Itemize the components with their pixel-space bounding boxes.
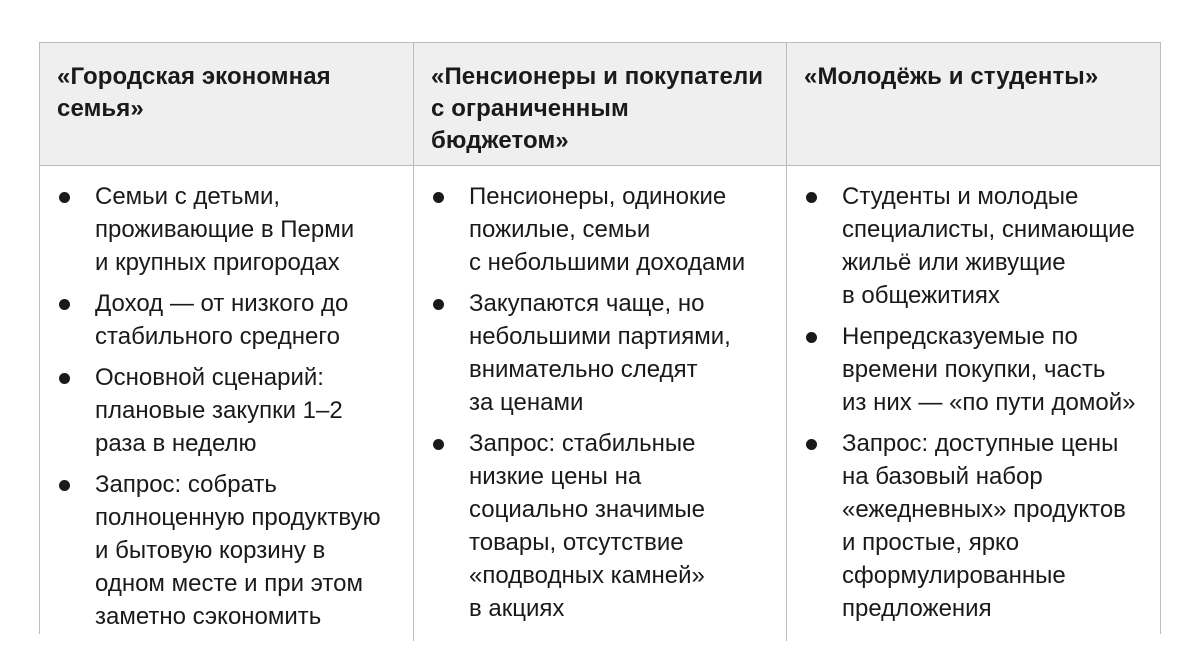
bullet-icon	[59, 299, 70, 310]
bullet-icon	[59, 480, 70, 491]
list-item-text: Семьи с детьми, проживающие в Перми и крупных пригородах	[95, 183, 355, 276]
bullet-list	[57, 180, 405, 633]
bullet-icon	[806, 439, 817, 450]
list-item	[431, 427, 778, 625]
bullet-icon	[806, 192, 817, 203]
list-item-text: Основной сценарий: плановые закупки 1–2 раза в неделю	[95, 364, 343, 457]
column-title: «Пенсионеры и покупатели с ограниченным бюджетом»	[431, 63, 764, 154]
list-item	[57, 180, 405, 279]
list-item	[57, 361, 405, 460]
column-body-family	[40, 166, 414, 641]
list-item	[431, 180, 778, 279]
column-title: «Городская экономная семья»	[57, 63, 331, 122]
list-item-text: Запрос: собрать полноценную продуктвую и бытовую корзину в одном месте и при этом заметно сэкономить	[95, 471, 381, 630]
bullet-icon	[806, 332, 817, 343]
segments-table	[39, 42, 1161, 634]
column-body-youth	[787, 166, 1160, 641]
list-item	[431, 287, 778, 419]
bullet-list	[804, 180, 1152, 625]
bullet-icon	[433, 439, 444, 450]
list-item-text: Пенсионеры, одинокие пожилые, семьи с небольшими доходами	[469, 183, 746, 276]
list-item-text: Запрос: стабильные низкие цены на социально значимые товары, отсутствие «подводных камней» в акциях	[469, 430, 705, 622]
bullet-list	[431, 180, 778, 625]
list-item-text: Доход — от низкого до стабильного среднего	[95, 290, 349, 350]
bullet-icon	[433, 192, 444, 203]
list-item	[804, 320, 1152, 419]
list-item	[804, 427, 1152, 625]
list-item-text: Непредсказуемые по времени покупки, часть из них — «по пути домой»	[842, 323, 1136, 416]
bullet-icon	[59, 192, 70, 203]
bullet-icon	[59, 373, 70, 384]
list-item	[57, 287, 405, 353]
column-body-pensioners	[414, 166, 787, 641]
list-item	[57, 468, 405, 633]
column-header-family	[40, 43, 414, 166]
list-item	[804, 180, 1152, 312]
list-item-text: Закупаются чаще, но небольшими партиями, внимательно следят за ценами	[469, 290, 731, 416]
column-header-pensioners	[414, 43, 787, 166]
list-item-text: Запрос: доступные цены на базовый набор «ежедневных» продуктов и простые, ярко сформулированные предложения	[842, 430, 1126, 622]
column-title: «Молодёжь и студенты»	[804, 63, 1099, 90]
bullet-icon	[433, 299, 444, 310]
column-header-youth	[787, 43, 1160, 166]
list-item-text: Студенты и молодые специалисты, снимающие жильё или живущие в общежитиях	[842, 183, 1135, 309]
